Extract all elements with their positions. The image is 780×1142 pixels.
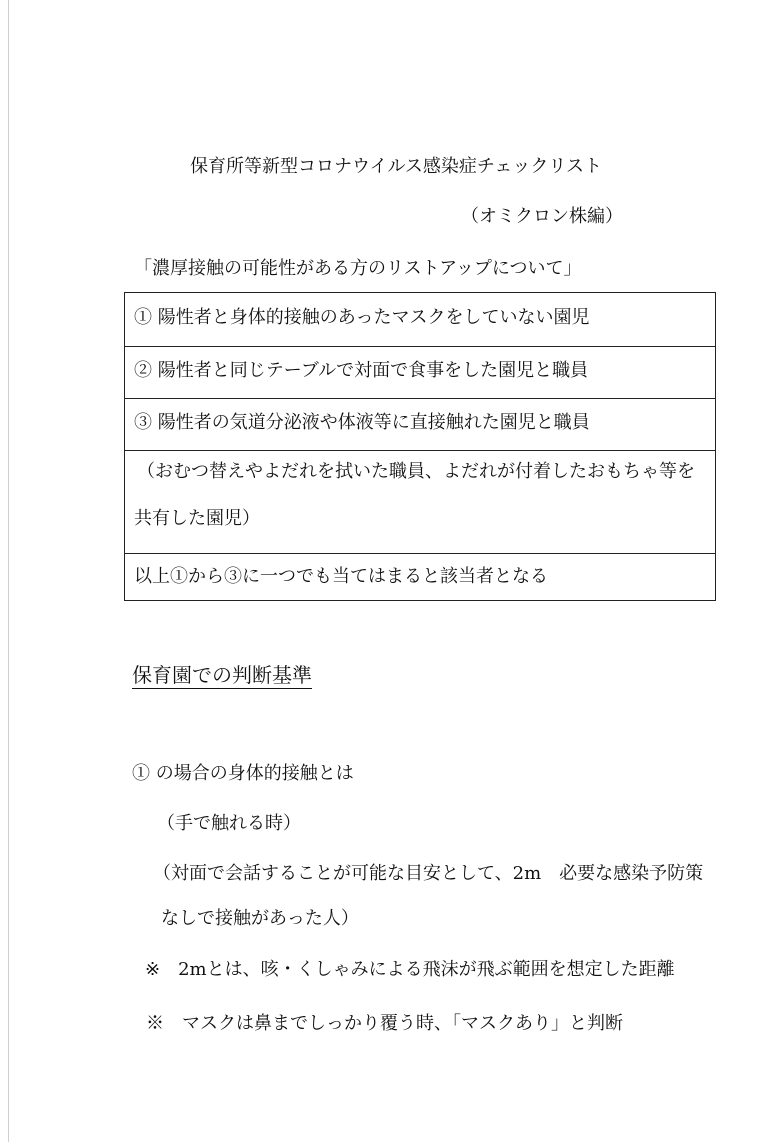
- criteria-note-mask: ※ マスクは鼻までしっかり覆う時、「マスクあり」と判断: [146, 1013, 623, 1034]
- scan-edge-line: [8, 0, 9, 1142]
- checklist-item-text: ② 陽性者と同じテーブルで対面で食事をした園児と職員: [134, 360, 589, 381]
- checklist-row-4: [125, 450, 715, 554]
- criteria-line-2: （手で触れる時）: [157, 813, 301, 834]
- criteria-line-4: なしで接触があった人）: [161, 908, 359, 929]
- checklist-table: [124, 292, 716, 601]
- checklist-row-1: [125, 293, 715, 347]
- checklist-item-text: 共有した園児）: [134, 508, 260, 529]
- checklist-item-text: ① 陽性者と身体的接触のあったマスクをしていない園児: [134, 307, 590, 328]
- checklist-row-3: [125, 398, 715, 451]
- checklist-item-text: ③ 陽性者の気道分泌液や体液等に直接触れた園児と職員: [134, 412, 590, 433]
- criteria-line-1: ① の場合の身体的接触とは: [132, 763, 354, 784]
- checklist-row-5: [125, 553, 715, 601]
- document-title: 保育所等新型コロナウイルス感染症チェックリスト: [190, 156, 603, 177]
- checklist-row-2: [125, 346, 715, 399]
- checklist-summary-text: 以上①から③に一つでも当てはまると該当者となる: [134, 566, 548, 587]
- checklist-heading: 「濃厚接触の可能性がある方のリストアップについて」: [134, 258, 582, 279]
- checklist-item-text: （おむつ替えやよだれを拭いた職員、よだれが付着したおもちゃ等を: [137, 461, 695, 482]
- criteria-note-distance: ※ 2mとは、咳・くしゃみによる飛沫が飛ぶ範囲を想定した距離: [145, 959, 675, 980]
- criteria-section-title: 保育園での判断基準: [132, 663, 312, 687]
- document-subtitle: （オミクロン株編）: [461, 206, 623, 227]
- criteria-line-3: （対面で会話することが可能な目安として、2m 必要な感染予防策: [153, 863, 704, 884]
